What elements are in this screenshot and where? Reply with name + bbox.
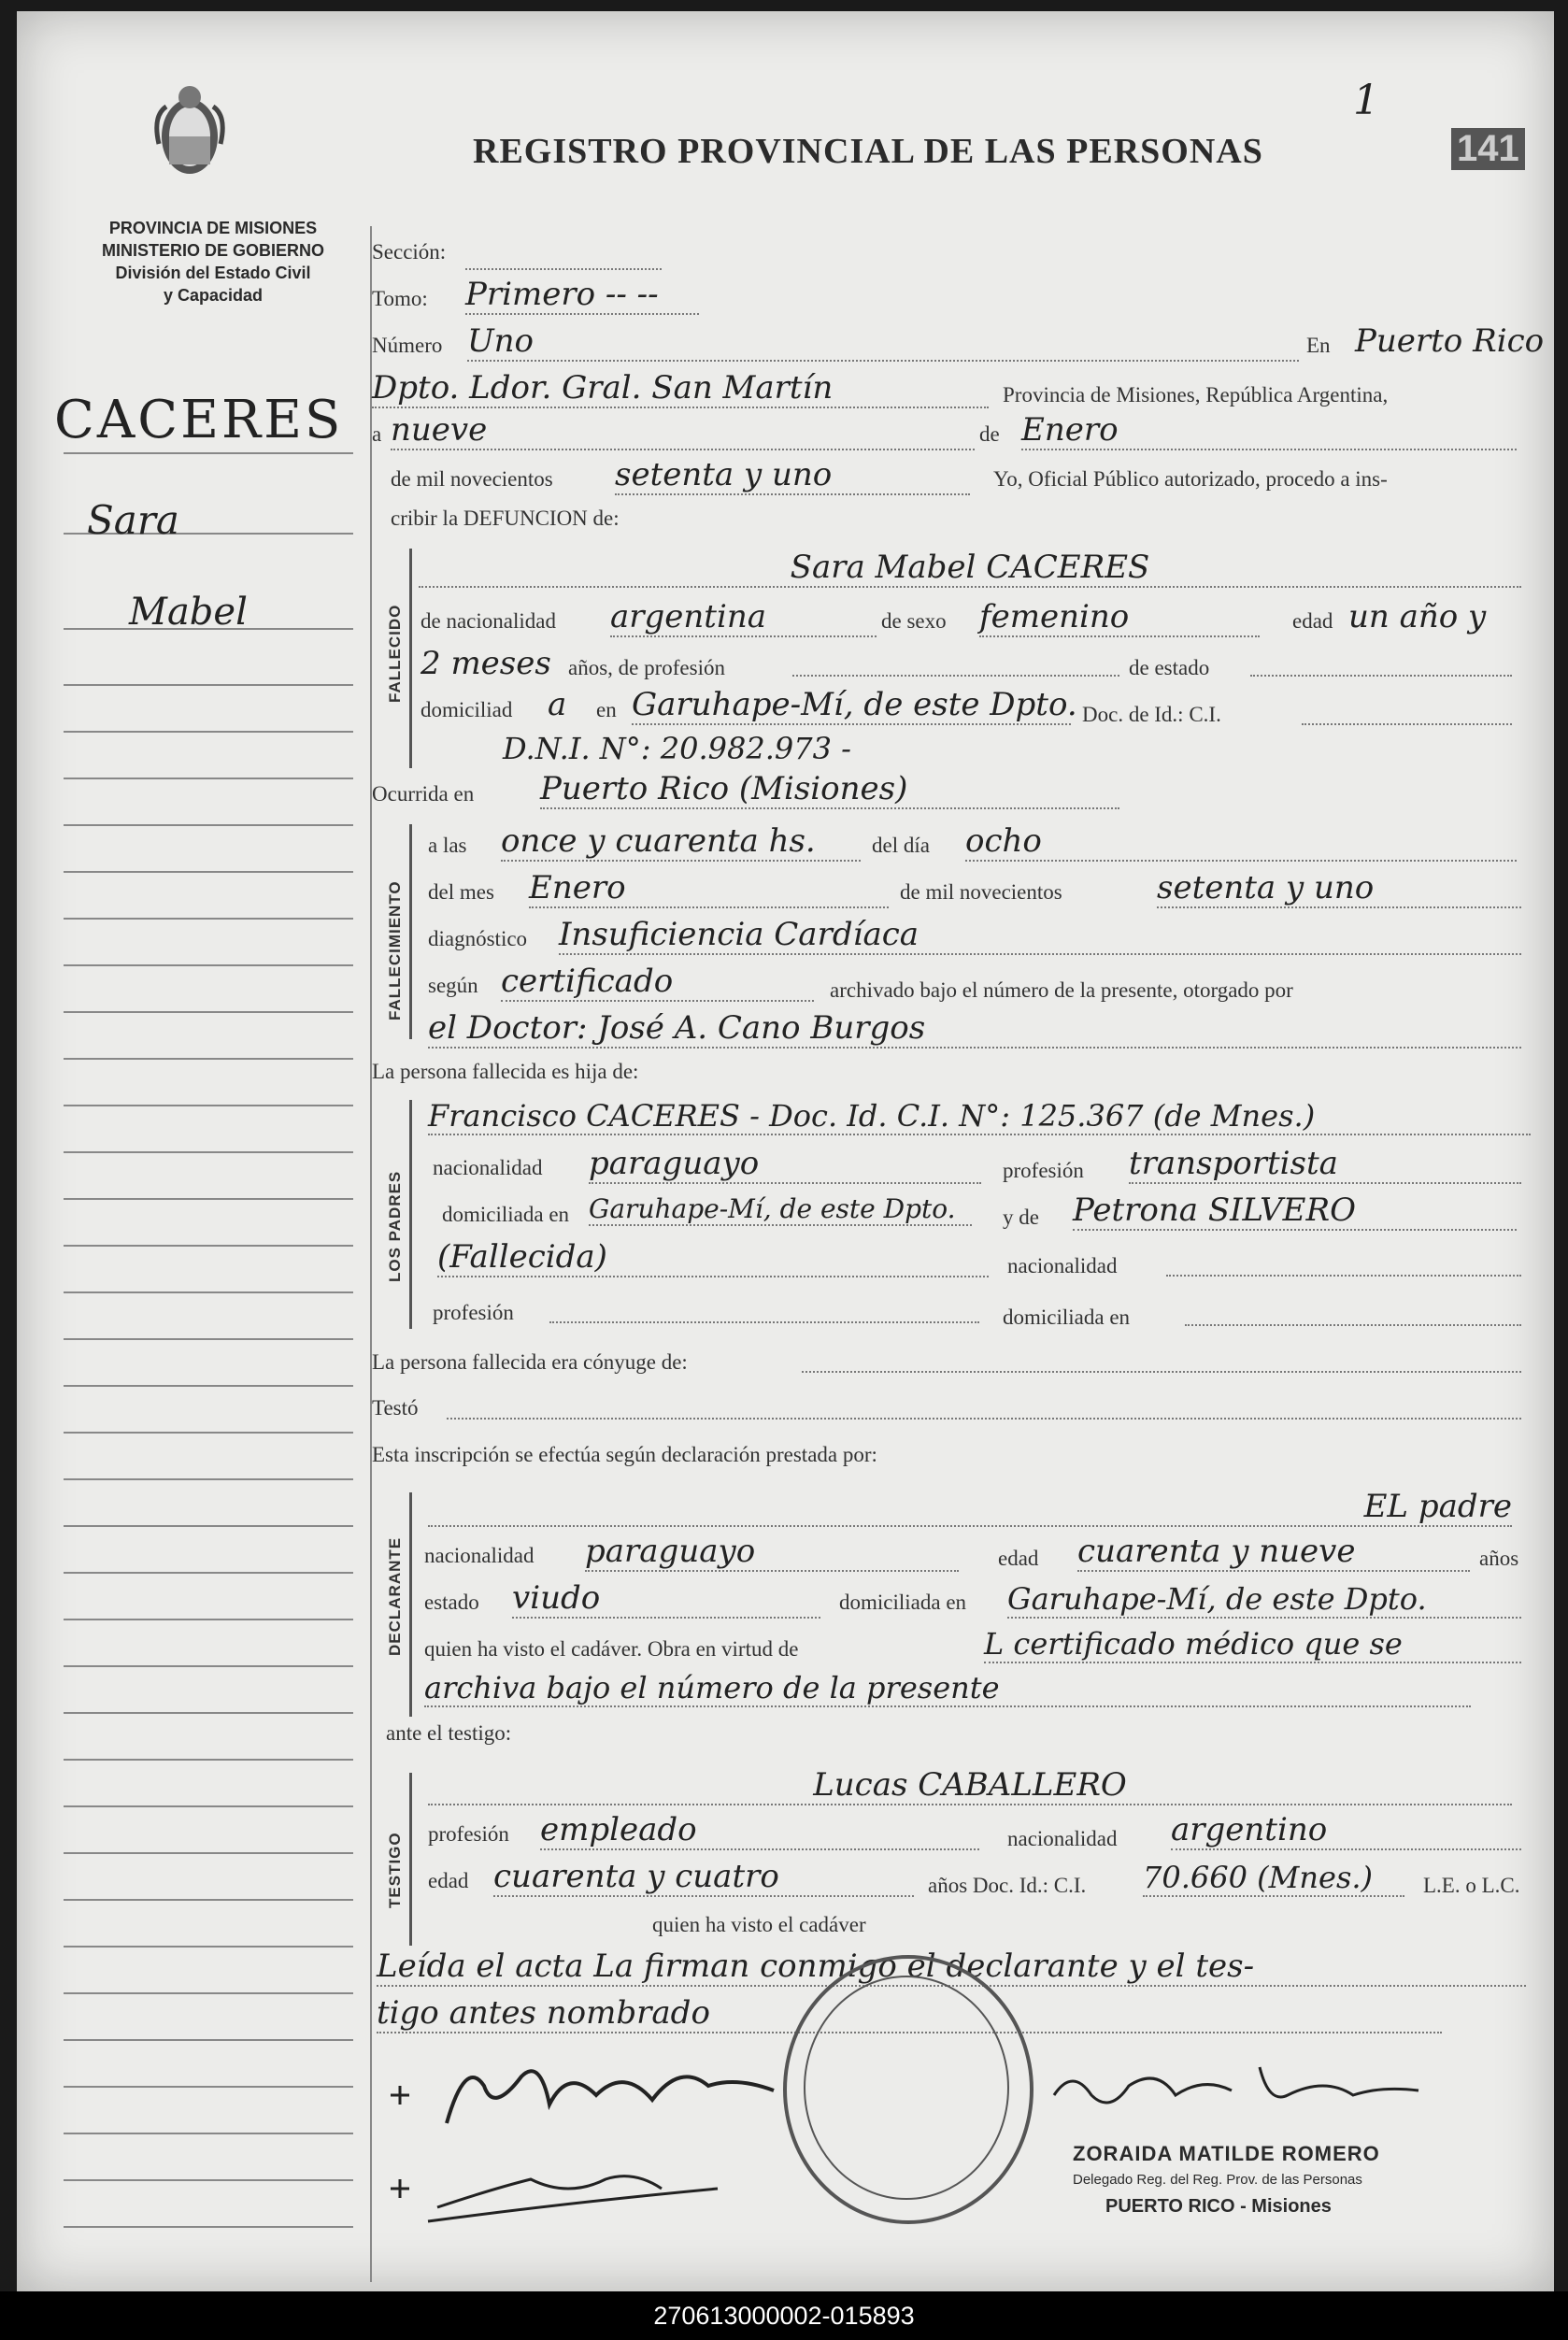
- edad-label: edad: [1292, 609, 1333, 633]
- lelc-label: L.E. o L.C.: [1423, 1874, 1520, 1897]
- nacionalidad-label: de nacionalidad: [421, 609, 556, 633]
- ministry-line: División del Estado Civil: [115, 264, 311, 282]
- hija-de-text: La persona fallecida es hija de:: [372, 1060, 639, 1083]
- anio-value: setenta y uno: [615, 456, 970, 495]
- padre-profesion-label: profesión: [1003, 1159, 1084, 1182]
- coat-of-arms-icon: [148, 78, 232, 191]
- margin-divider: [370, 226, 372, 2282]
- obra-linea-1: L certificado médico que se: [984, 1626, 1521, 1663]
- fallecimiento-section-label: FALLECIMIENTO: [386, 880, 404, 1020]
- madre-domicilio-line: [1185, 1324, 1521, 1326]
- visto-cadaver-text: quien ha visto el cadáver. Obra en virtud de: [424, 1637, 799, 1661]
- estado-label: de estado: [1129, 656, 1210, 679]
- fallecimiento-bracket: [409, 824, 412, 1039]
- numero-value: Uno: [467, 322, 1299, 362]
- diagnostico-label: diagnóstico: [428, 927, 528, 950]
- sexo-value: femenino: [979, 598, 1260, 637]
- dia-value: nueve: [391, 411, 975, 450]
- a-label: a: [372, 422, 382, 446]
- declarante-nacionalidad-value: paraguayo: [585, 1533, 959, 1572]
- conyuge-label: La persona fallecida era cónyuge de:: [372, 1350, 688, 1374]
- madre-nacionalidad-line: [1166, 1275, 1521, 1277]
- padre-nacionalidad-label: nacionalidad: [433, 1156, 543, 1179]
- ministry-line: y Capacidad: [163, 286, 264, 305]
- edad-value: un año y: [1348, 598, 1487, 635]
- sexo-label: de sexo: [881, 609, 947, 633]
- oficial-text: Yo, Oficial Público autorizado, procedo a ins-: [993, 467, 1388, 491]
- sello-cargo: Delegado Reg. del Reg. Prov. de las Personas: [1073, 2172, 1362, 2188]
- sello-nombre: ZORAIDA MATILDE ROMERO: [1073, 2142, 1380, 2165]
- declarante-domicilio-value: Garuhape-Mí, de este Dpto.: [1007, 1581, 1521, 1619]
- estado-line: [1250, 675, 1512, 677]
- doc-id-line: [1302, 723, 1512, 725]
- margin-second-name: Mabel: [129, 591, 248, 634]
- seccion-label: Sección:: [372, 240, 447, 264]
- testigo-edad-label: edad: [428, 1869, 469, 1892]
- padres-bracket: [409, 1100, 412, 1329]
- nacionalidad-value: argentina: [610, 598, 877, 637]
- ante-testigo-label: ante el testigo:: [386, 1721, 512, 1745]
- edad-meses-value: 2 meses: [421, 645, 551, 682]
- declarante-estado-label: estado: [424, 1591, 479, 1614]
- seal-inner-ring: [804, 1976, 1009, 2200]
- declarante-estado-value: viudo: [512, 1579, 820, 1619]
- profesion-line: [792, 675, 1119, 677]
- mes-fallecimiento-value: Enero: [529, 869, 889, 908]
- mes-value: Enero: [1021, 411, 1517, 450]
- declarante-signature: [381, 2048, 792, 2142]
- dia-fallecimiento-value: ocho: [965, 822, 1517, 862]
- seccion-line: [465, 268, 662, 270]
- document-page: [17, 11, 1554, 2291]
- testigo-bracket: [409, 1773, 412, 1946]
- testigo-doc-label: años Doc. Id.: C.I.: [928, 1874, 1087, 1897]
- ministry-line: PROVINCIA DE MISIONES: [108, 219, 318, 237]
- declarante-anios-label: años: [1479, 1547, 1519, 1570]
- departamento-value: Dpto. Ldor. Gral. San Martín: [372, 369, 989, 408]
- diagnostico-value: Insuficiencia Cardíaca: [559, 916, 1521, 955]
- declarante-bracket: [409, 1492, 412, 1717]
- ministry-header: [73, 217, 353, 307]
- page-title: REGISTRO PROVINCIAL DE LAS PERSONAS: [473, 132, 1263, 171]
- madre-estado-value: (Fallecida): [437, 1238, 989, 1277]
- padres-section-label: LOS PADRES: [386, 1170, 404, 1282]
- cribir-text: cribir la DEFUNCION de:: [391, 507, 620, 530]
- segun-value: certificado: [501, 963, 814, 1002]
- cierre-linea-1: Leída el acta La firman conmigo el declarante y el tes-: [377, 1948, 1526, 1987]
- madre-value: Petrona SILVERO: [1073, 1191, 1517, 1231]
- doc-id-label: Doc. de Id.: C.I.: [1082, 703, 1221, 726]
- declaracion-text: Esta inscripción se efectúa según declaración prestada por:: [372, 1443, 877, 1466]
- testigo-section-label: TESTIGO: [386, 1832, 404, 1908]
- declarante-edad-label: edad: [998, 1547, 1039, 1570]
- y-de-label: y de: [1003, 1206, 1039, 1229]
- fallecido-bracket: [409, 549, 412, 768]
- padre-nacionalidad-value: paraguayo: [589, 1145, 981, 1184]
- del-dia-label: del día: [872, 834, 930, 857]
- anios-profesion-label: años, de profesión: [568, 656, 725, 679]
- tomo-value: Primero -- --: [465, 276, 699, 315]
- domicilio-label: domiciliad: [421, 698, 513, 721]
- margin-first-name: Sara: [87, 497, 179, 543]
- fallecido-section-label: FALLECIDO: [386, 604, 404, 703]
- anio-prefix: de mil novecientos: [391, 467, 553, 491]
- declarante-domicilio-label: domiciliada en: [839, 1591, 967, 1614]
- de-label: de: [979, 422, 1000, 446]
- testigo-visto-text: quien ha visto el cadáver: [652, 1913, 866, 1936]
- padre-profesion-value: transportista: [1129, 1145, 1521, 1184]
- madre-nacionalidad-label: nacionalidad: [1007, 1254, 1118, 1277]
- alas-label: a las: [428, 834, 467, 857]
- ocurrida-value: Puerto Rico (Misiones): [540, 770, 1119, 809]
- page-number: 1: [1353, 77, 1379, 124]
- testigo-profesion-label: profesión: [428, 1822, 509, 1846]
- anio-fallecimiento-value: setenta y uno: [1157, 869, 1521, 908]
- document-id-footer: 270613000002-015893: [0, 2291, 1568, 2340]
- tomo-label: Tomo:: [372, 287, 428, 310]
- cierre-linea-2: tigo antes nombrado: [377, 1994, 1442, 2033]
- oficial-signature: [1045, 2048, 1437, 2123]
- segun-label: según: [428, 974, 478, 997]
- testigo-nacionalidad-value: argentino: [1171, 1811, 1521, 1850]
- conyuge-line: [802, 1371, 1521, 1373]
- padre-domicilio-value: Garuhape-Mí, de este Dpto.: [589, 1193, 972, 1226]
- de-mil-label: de mil novecientos: [900, 880, 1062, 904]
- ministry-line: MINISTERIO DE GOBIERNO: [101, 241, 325, 260]
- testigo-profesion-value: empleado: [540, 1811, 979, 1850]
- numero-label: Número: [372, 334, 443, 357]
- padre-value: Francisco CACERES - Doc. Id. C.I. N°: 125.367 (de Mnes.): [428, 1098, 1531, 1135]
- obra-linea-2: archiva bajo el número de la presente: [424, 1670, 1471, 1707]
- archivado-text: archivado bajo el número de la presente, otorgado por: [830, 978, 1293, 1002]
- provincia-text: Provincia de Misiones, República Argentina,: [1003, 383, 1389, 407]
- del-mes-label: del mes: [428, 880, 494, 904]
- declarante-nombre: EL padre: [428, 1488, 1512, 1527]
- declarante-nacionalidad-label: nacionalidad: [424, 1544, 535, 1567]
- madre-domicilio-label: domiciliada en: [1003, 1306, 1131, 1329]
- madre-profesion-label: profesión: [433, 1301, 514, 1324]
- testo-line: [447, 1418, 1521, 1420]
- margin-surname: CACERES: [54, 390, 344, 450]
- domicilio-suffix: a: [548, 686, 567, 723]
- testigo-doc-value: 70.660 (Mnes.): [1143, 1860, 1404, 1897]
- testo-label: Testó: [372, 1396, 419, 1420]
- doctor-value: el Doctor: José A. Cano Burgos: [428, 1009, 1521, 1049]
- testigo-nombre: Lucas CABALLERO: [428, 1766, 1512, 1805]
- en-label-2: en: [596, 698, 617, 721]
- fallecido-nombre: Sara Mabel CACERES: [419, 549, 1521, 588]
- ocurrida-label: Ocurrida en: [372, 782, 475, 806]
- testigo-nacionalidad-label: nacionalidad: [1007, 1827, 1118, 1850]
- hora-value: once y cuarenta hs.: [501, 822, 861, 862]
- testigo-edad-value: cuarenta y cuatro: [493, 1858, 914, 1897]
- dni-value: D.N.I. N°: 20.982.973 -: [503, 731, 851, 766]
- en-label: En: [1306, 334, 1331, 357]
- corner-number: 141: [1451, 128, 1525, 170]
- declarante-section-label: DECLARANTE: [386, 1536, 404, 1656]
- testigo-signature: [381, 2151, 774, 2226]
- madre-profesion-line: [549, 1321, 979, 1323]
- domicilio-value: Garuhape-Mí, de este Dpto.: [632, 686, 1077, 723]
- sello-lugar: PUERTO RICO - Misiones: [1105, 2196, 1332, 2217]
- localidad-value: Puerto Rico: [1355, 322, 1545, 360]
- padre-domicilio-label: domiciliada en: [442, 1203, 570, 1226]
- declarante-edad-value: cuarenta y nueve: [1077, 1533, 1470, 1572]
- official-seal: [783, 1955, 1033, 2224]
